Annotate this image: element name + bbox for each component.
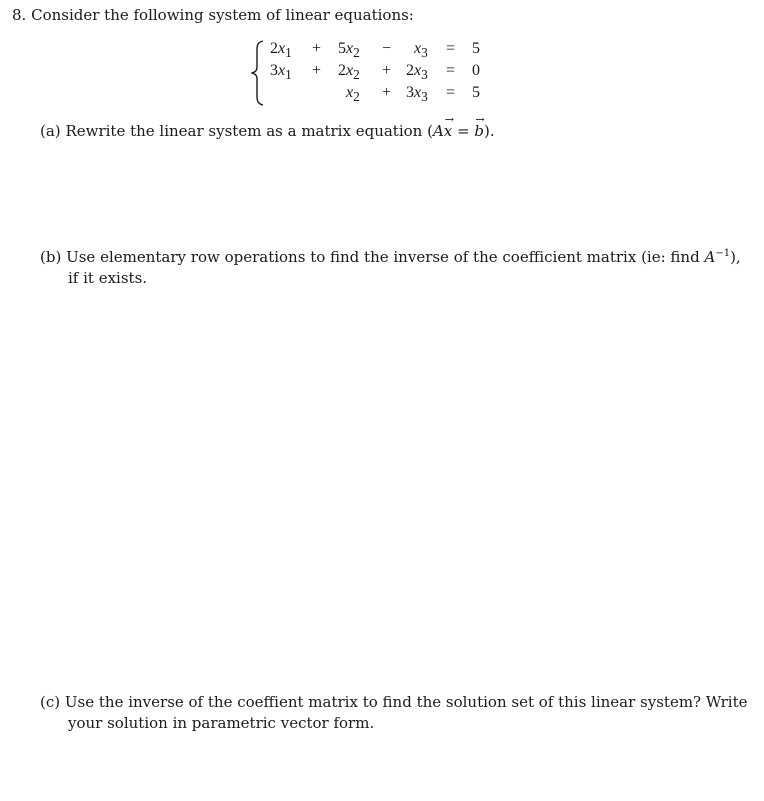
term-3: $x_3$: [414, 40, 428, 61]
term-3: $3x_3$: [406, 84, 428, 105]
part-a: [40, 113, 495, 140]
part-c-line1: Use the inverse of the coeffient matrix to find the solution set of this linear system? Write: [64, 693, 748, 711]
part-c-label: (c): [40, 693, 61, 711]
term-3: $2x_3$: [406, 62, 428, 83]
rhs-value: 5: [472, 40, 480, 57]
vector-b: b →: [474, 113, 485, 140]
operator-2: +: [382, 84, 392, 101]
part-c-line2: your solution in parametric vector form.: [68, 714, 375, 732]
part-a-text: Rewrite the linear system as a matrix equation (: [65, 122, 433, 140]
equation-system: [270, 40, 510, 106]
operator-2: +: [382, 62, 392, 79]
part-c: [40, 693, 747, 711]
equation-row-1: [270, 40, 530, 60]
equation-row-3: [270, 84, 530, 104]
term-1: $3x_1$: [270, 62, 292, 83]
part-b-line1: Use elementary row operations to find the inverse of the coefficient matrix (ie: find: [66, 248, 705, 266]
part-a-label: (a): [40, 122, 61, 140]
equation-row-2: [270, 62, 530, 82]
equals-sign: =: [446, 84, 456, 101]
operator-1: +: [312, 62, 322, 79]
part-a-end: ).: [483, 122, 495, 140]
problem-header: [12, 6, 414, 24]
problem-number: 8.: [12, 6, 27, 24]
equals-text: =: [452, 122, 475, 140]
term-2: $5x_2$: [338, 40, 360, 61]
matrix-A: A: [432, 122, 444, 140]
term-2: $x_2$: [346, 84, 360, 105]
rhs-value: 5: [472, 84, 480, 101]
left-brace-icon: [251, 40, 265, 106]
part-b-line2: if it exists.: [68, 269, 148, 287]
term-2: $2x_2$: [338, 62, 360, 83]
part-b-line1-end: ),: [730, 248, 741, 266]
term-1: $2x_1$: [270, 40, 292, 61]
problem-statement: Consider the following system of linear equations:: [31, 6, 414, 24]
matrix-A-inverse: A: [704, 248, 716, 266]
equals-sign: =: [446, 62, 456, 79]
rhs-value: 0: [472, 62, 480, 79]
vector-x: x →: [443, 113, 454, 140]
part-b: [40, 248, 741, 266]
equals-sign: =: [446, 40, 456, 57]
operator-2: −: [382, 40, 392, 57]
operator-1: +: [312, 40, 322, 57]
inverse-exponent: −1: [715, 248, 731, 259]
part-b-label: (b): [40, 248, 62, 266]
